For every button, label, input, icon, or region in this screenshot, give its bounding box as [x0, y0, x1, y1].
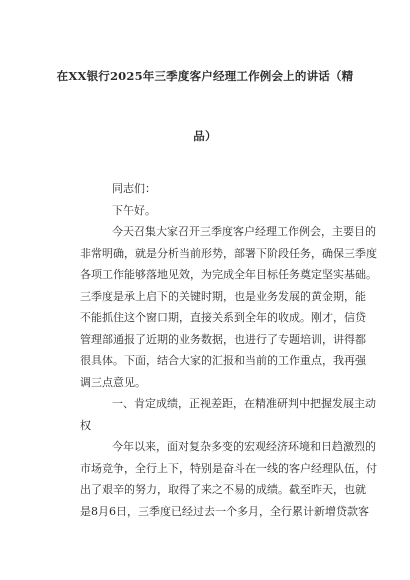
document-body — [80, 178, 377, 522]
body-line: 三季度是承上启下的关键时期，也是业务发展的黄金期，能 — [80, 289, 366, 303]
document-title-line-2: 品） — [193, 129, 217, 143]
body-line: 市场竞争，全行上下，特别是奋斗在一线的客户经理队伍，付 — [80, 461, 377, 475]
body-line: 不能抓住这个窗口期，直接关系到全年的收成。刚才，信贷 — [80, 311, 366, 324]
body-line: 同志们： — [112, 182, 156, 195]
body-line: 出了艰辛的努力，取得了来之不易的成绩。截至昨天，也就 — [80, 483, 366, 496]
document-title-line-1: 在XX银行2025年三季度客户经理工作例会上的讲话（精 — [56, 69, 354, 83]
body-line: 今年以来，面对复杂多变的宏观经济环境和日趋激烈的 — [112, 440, 376, 453]
body-line: 是8月6日，三季度已经过去一个多月，全行累计新增贷款客 — [80, 504, 369, 518]
body-line: 非常明确，就是分析当前形势，部署下阶段任务，确保三季度 — [80, 246, 377, 260]
body-line: 一、肯定成绩，正视差距，在精准研判中把握发展主动 — [112, 397, 376, 410]
body-line: 各项工作能够落地见效，为完成全年目标任务奠定坚实基础。 — [80, 268, 377, 281]
body-line: 调三点意见。 — [80, 375, 146, 389]
body-line: 今天召集大家召开三季度客户经理工作例会，主要目的 — [112, 225, 376, 238]
body-line: 管理部通报了近期的业务数据，也进行了专题培训，讲得都 — [80, 332, 366, 346]
body-line: 很具体。下面，结合大家的汇报和当前的工作重点，我再强 — [80, 354, 366, 367]
body-line: 下午好。 — [112, 203, 156, 217]
body-line: 权 — [80, 418, 91, 432]
